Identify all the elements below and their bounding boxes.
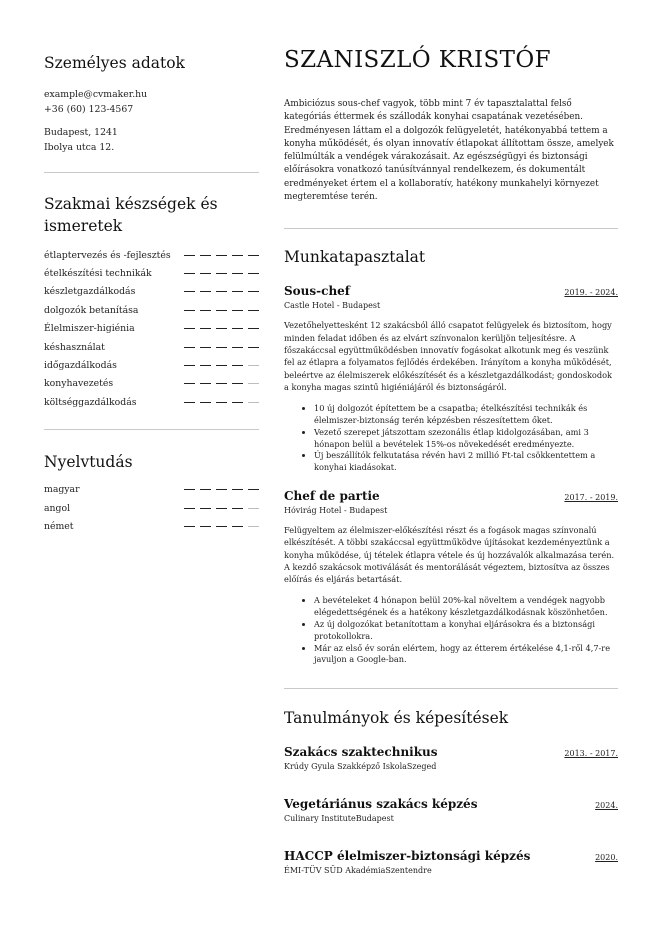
- level-dash: [200, 291, 211, 292]
- level-dash: [232, 489, 243, 490]
- list-item: • Új beszállítók felkutatása révén havi 2 millió Ft-tal csökkentettem a konyhai kiadásokat.: [314, 450, 618, 474]
- skill-label: dolgozók betanítása: [44, 304, 139, 316]
- skill-row: [44, 264, 259, 282]
- education-date: 2024.: [595, 801, 618, 811]
- level-dash: [184, 255, 195, 256]
- experience-title: Munkatapasztalat: [284, 248, 426, 267]
- job-entry: [284, 489, 618, 666]
- language-row: [44, 481, 259, 499]
- summary-text: Ambiciózus sous-chef vagyok, több mint 7 év tapasztalattal felső kategóriás éttermek és szállodák konyhai csapatának vezetésében. Eredményesen láttam el a dolgozók felügyeletét, hatékonyabbá tettem a konyha működését, és olyan innovatív étlapokat állítottam össze, amelyek felülmúlták a vendégek várakozásait. Az egészségügyi és biztonsági előírásokra vonatkozó tanúsítvánnyal rendelkezem, és dokumentált eredményeket értem el a kollaboratív, hatékony munkahelyi környezet megteremtése terén.: [284, 99, 614, 203]
- language-row: [44, 499, 259, 517]
- skill-row: [44, 338, 259, 356]
- level-dash: [184, 526, 195, 527]
- level-dash: [232, 365, 243, 366]
- level-dash: [200, 489, 211, 490]
- skill-label: készletgazdálkodás: [44, 286, 136, 298]
- job-description: Vezetőhelyettesként 12 szakácsból álló csapatot felügyelek és biztosítom, hogy minden feladat időben és az elvárt színvonalon kerüljön teljesítésre. A főszakáccsal együttműködésben innovatív fogásokat alkotunk meg és veszünk fel az étlapra a folyamatos fejlődés érdekében. Irányítom a konyha működését, beleértve az élelmiszerek előkészítését és a készletgazdálkodást; gondoskodok a konyha magas szintű higiéniájáról és biztonságáról.: [284, 320, 612, 392]
- skill-row: [44, 320, 259, 338]
- level-indicator: [184, 365, 259, 366]
- education-title-item: Szakács szaktechnikus: [284, 745, 438, 760]
- job-entry: [284, 284, 618, 474]
- level-dash: [184, 328, 195, 329]
- skill-label: ételkészítési technikák: [44, 268, 152, 280]
- level-dash: [184, 347, 195, 348]
- education-title-item: HACCP élelmiszer-biztonsági képzés: [284, 849, 531, 864]
- skill-row: [44, 393, 259, 411]
- languages-title: Nyelvtudás: [44, 452, 133, 471]
- skill-label: késhasználat: [44, 341, 105, 353]
- personal-title: Személyes adatok: [44, 54, 185, 72]
- level-dash: [232, 310, 243, 311]
- skill-label: időgazdálkodás: [44, 360, 117, 372]
- list-item: • Vezető szerepet játszottam szezonális étlap kidolgozásában, ami 3 hónapon belül a bevételek 15%-os növekedését eredményezte.: [314, 427, 618, 451]
- education-place: ÉMI-TÜV SÜD AkadémiaSzentendre: [284, 866, 432, 876]
- level-dash: [184, 402, 195, 403]
- level-dash: [216, 402, 227, 403]
- job-date: 2017. - 2019.: [564, 492, 618, 502]
- level-dash: [200, 383, 211, 384]
- education-title-item: Vegetáriánus szakács képzés: [284, 797, 478, 812]
- level-indicator: [184, 383, 259, 384]
- language-label: német: [44, 520, 74, 532]
- level-dash: [200, 273, 211, 274]
- languages-list: [44, 481, 259, 536]
- level-indicator: [184, 402, 259, 403]
- skill-row: [44, 283, 259, 301]
- level-dash: [184, 489, 195, 490]
- level-dash: [200, 402, 211, 403]
- skills-list: [44, 246, 259, 412]
- level-dash: [232, 273, 243, 274]
- skill-label: étlaptervezés és -fejlesztés: [44, 249, 171, 261]
- level-dash: [216, 508, 227, 509]
- level-dash: [248, 273, 259, 274]
- address-line2: Ibolya utca 12.: [44, 142, 115, 153]
- level-dash: [216, 526, 227, 527]
- level-indicator: [184, 526, 259, 527]
- list-item: • 10 új dolgozót építettem be a csapatba; ételkészítési technikák és élelmiszer-biztonság terén képzésben részesítettem őket.: [314, 403, 618, 427]
- level-dash: [200, 310, 211, 311]
- level-dash: [248, 365, 259, 366]
- level-indicator: [184, 508, 259, 509]
- left-column: [44, 52, 259, 536]
- skills-title: Szakmai készségek és ismeretek: [44, 195, 218, 235]
- level-dash: [248, 383, 259, 384]
- level-dash: [248, 310, 259, 311]
- language-row: [44, 517, 259, 535]
- level-dash: [216, 255, 227, 256]
- level-dash: [184, 383, 195, 384]
- job-achievements: [284, 595, 618, 666]
- level-dash: [200, 255, 211, 256]
- level-indicator: [184, 255, 259, 256]
- level-dash: [232, 402, 243, 403]
- job-date: 2019. - 2024.: [564, 288, 618, 298]
- address-line1: Budapest, 1241: [44, 127, 118, 138]
- level-dash: [216, 328, 227, 329]
- job-title: Chef de partie: [284, 488, 380, 503]
- level-dash: [248, 291, 259, 292]
- level-dash: [200, 365, 211, 366]
- level-indicator: [184, 347, 259, 348]
- level-dash: [232, 328, 243, 329]
- level-dash: [232, 383, 243, 384]
- level-dash: [216, 347, 227, 348]
- level-dash: [232, 526, 243, 527]
- level-dash: [200, 526, 211, 527]
- education-entry: [284, 745, 618, 773]
- level-dash: [248, 489, 259, 490]
- email: example@cvmaker.hu: [44, 89, 148, 100]
- education-date: 2013. - 2017.: [564, 749, 618, 759]
- level-dash: [232, 255, 243, 256]
- list-item: • Az új dolgozókat betanítottam a konyhai eljárásokra és a biztonsági protokollokra.: [314, 619, 618, 643]
- level-dash: [248, 255, 259, 256]
- level-dash: [248, 508, 259, 509]
- level-indicator: [184, 310, 259, 311]
- education-place: Krúdy Gyula Szakképző IskolaSzeged: [284, 762, 437, 772]
- level-dash: [248, 347, 259, 348]
- skill-row: [44, 375, 259, 393]
- level-dash: [200, 508, 211, 509]
- list-item: • Már az első év során elértem, hogy az étterem értékelése 4,1-ről 4,7-re javuljon a Google-ban.: [314, 643, 618, 667]
- language-label: magyar: [44, 484, 80, 496]
- level-indicator: [184, 328, 259, 329]
- education-entry: [284, 797, 618, 825]
- job-achievements: [284, 403, 618, 474]
- level-dash: [200, 347, 211, 348]
- level-dash: [184, 273, 195, 274]
- level-indicator: [184, 291, 259, 292]
- language-label: angol: [44, 502, 71, 514]
- education-title: Tanulmányok és képesítések: [284, 709, 509, 728]
- level-dash: [216, 365, 227, 366]
- job-title: Sous-chef: [284, 284, 350, 299]
- skill-label: költséggazdálkodás: [44, 396, 137, 408]
- phone: +36 (60) 123-4567: [44, 104, 134, 115]
- skill-row: [44, 356, 259, 374]
- level-dash: [184, 310, 195, 311]
- education-date: 2020.: [595, 853, 618, 863]
- skill-row: [44, 246, 259, 264]
- level-dash: [216, 489, 227, 490]
- list-item: • A bevételeket 4 hónapon belül 20%-kal növeltem a vendégek nagyobb elégedettségének és a hatékony készletgazdálkodásnak köszönhetően.: [314, 595, 618, 619]
- candidate-name: SZANISZLÓ KRISTÓF: [284, 47, 552, 73]
- level-dash: [184, 291, 195, 292]
- education-place: Culinary InstituteBudapest: [284, 814, 394, 824]
- skill-row: [44, 301, 259, 319]
- level-dash: [216, 383, 227, 384]
- level-dash: [216, 291, 227, 292]
- skill-label: konyhavezetés: [44, 378, 114, 390]
- level-dash: [232, 347, 243, 348]
- level-dash: [232, 508, 243, 509]
- level-dash: [232, 291, 243, 292]
- level-dash: [200, 328, 211, 329]
- right-column: [284, 46, 618, 877]
- level-dash: [184, 365, 195, 366]
- job-place: Hóvirág Hotel - Budapest: [284, 505, 388, 515]
- level-dash: [248, 526, 259, 527]
- level-dash: [248, 402, 259, 403]
- level-indicator: [184, 273, 259, 274]
- job-description: Felügyeltem az élelmiszer-előkészítési részt és a fogások magas színvonalú elkészítését. A többi szakáccsal együttműködve újításokat kezdeményeztünk a konyha működése, új tételek étlapra vétele és új hozzávalók alkalmazása terén. A kezdő szakácsok motiválását és mentorálását végeztem, biztosítva az összes előírás és eljárás betartását.: [284, 524, 615, 585]
- level-indicator: [184, 489, 259, 490]
- level-dash: [216, 310, 227, 311]
- level-dash: [184, 508, 195, 509]
- education-entry: [284, 849, 618, 877]
- level-dash: [216, 273, 227, 274]
- skill-label: Élelmiszer-higiénia: [44, 323, 135, 335]
- level-dash: [248, 328, 259, 329]
- job-place: Castle Hotel - Budapest: [284, 301, 381, 311]
